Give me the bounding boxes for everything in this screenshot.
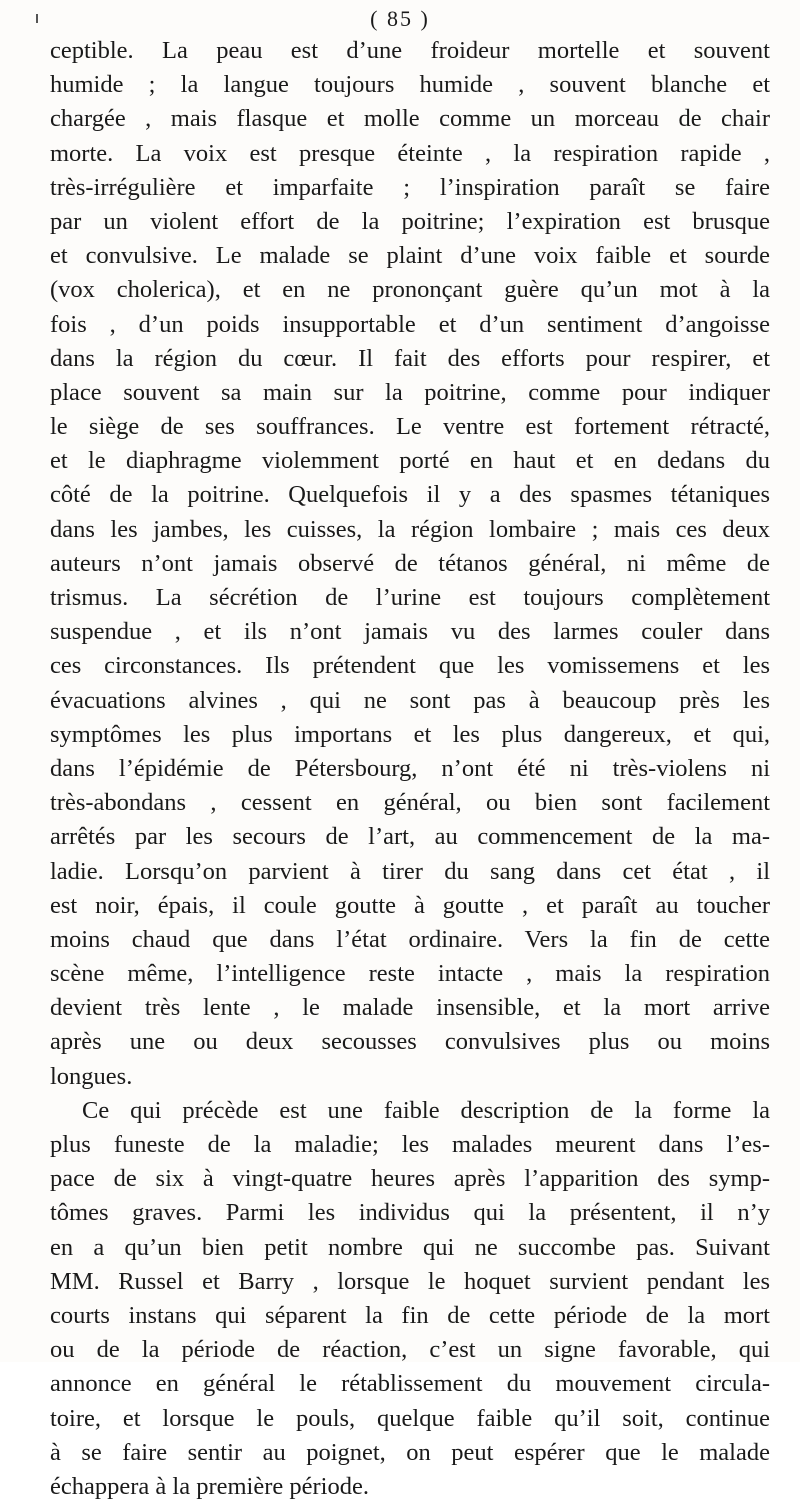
text-line: en a qu’un bien petit nombre qui ne succombe pas. Suivant [50,1233,770,1261]
text-line: dans les jambes, les cuisses, la région lombaire ; mais ces deux [50,515,770,543]
text-line: par un violent effort de la poitrine; l’expiration est brusque [50,207,770,235]
text-line: après une ou deux secousses convulsives plus ou moins [50,1028,770,1056]
text-line: dans la région du cœur. Il fait des efforts pour respirer, et [50,344,770,372]
text-line: suspendue , et ils n’ont jamais vu des larmes couler dans [50,618,770,646]
text-line: le siège de ses souffrances. Le ventre est fortement rétracté, [50,413,770,441]
body-text [50,34,770,1504]
text-line: place souvent sa main sur la poitrine, comme pour indiquer [50,378,770,406]
text-line: devient très lente , le malade insensible, et la mort arrive [50,994,770,1022]
text-line: tômes graves. Parmi les individus qui la présentent, il n’y [50,1199,770,1227]
text-line: est noir, épais, il coule goutte à goutte , et paraît au toucher [50,891,770,919]
text-line: symptômes les plus importans et les plus dangereux, et qui, [50,720,770,748]
paragraph [50,1094,770,1504]
text-line: auteurs n’ont jamais observé de tétanos général, ni même de [50,549,770,577]
text-line: et le diaphragme violemment porté en haut et en dedans du [50,447,770,475]
text-line: longues. [50,1062,133,1090]
text-line: côté de la poitrine. Quelquefois il y a des spasmes tétaniques [50,481,770,509]
text-line: plus funeste de la maladie; les malades meurent dans l’es- [50,1131,770,1158]
text-line: ceptible. La peau est d’une froideur mortelle et souvent [50,37,770,64]
text-line: arrêtés par les secours de l’art, au commencement de la ma- [50,823,770,851]
text-line: chargée , mais flasque et molle comme un morceau de chair [50,105,770,133]
text-line: Ce qui précède est une faible description de la forme la [82,1096,770,1124]
paragraph [50,34,770,1094]
text-line: moins chaud que dans l’état ordinaire. Vers la fin de cette [50,925,770,953]
text-line: à se faire sentir au poignet, on peut espérer que le malade [50,1438,770,1466]
text-line: courts instans qui séparent la fin de cette période de la mort [50,1301,770,1329]
text-line: évacuations alvines , qui ne sont pas à beaucoup près les [50,686,770,714]
text-line: fois , d’un poids insupportable et d’un sentiment d’angoisse [50,310,770,338]
text-line: et convulsive. Le malade se plaint d’une voix faible et sourde [50,242,770,270]
text-line: toire, et lorsque le pouls, quelque faible qu’il soit, continue [50,1404,770,1432]
text-line: ces circonstances. Ils prétendent que les vomissemens et les [50,652,770,680]
text-line: morte. La voix est presque éteinte , la respiration rapide , [50,139,770,167]
page-number: ( 85 ) [370,6,430,31]
text-line: très-abondans , cessent en général, ou bien sont facilement [50,789,770,817]
text-line: très-irrégulière et imparfaite ; l’inspiration paraît se faire [50,173,770,201]
text-line: dans l’épidémie de Pétersbourg, n’ont été ni très-violens ni [50,754,770,782]
text-line: annonce en général le rétablissement du mouvement circula- [50,1370,770,1398]
text-line: échappera à la première période. [50,1472,369,1500]
text-line: ladie. Lorsqu’on parvient à tirer du sang dans cet état , il [50,857,770,885]
text-line: MM. Russel et Barry , lorsque le hoquet survient pendant les [50,1267,770,1295]
text-line: trismus. La sécrétion de l’urine est toujours complètement [50,584,770,611]
text-line: (vox cholerica), et en ne prononçant guère qu’un mot à la [50,276,770,304]
text-line: ou de la période de réaction, c’est un signe favorable, qui [50,1336,770,1364]
text-line: pace de six à vingt-quatre heures après l’apparition des symp- [50,1165,770,1193]
text-line: humide ; la langue toujours humide , souvent blanche et [50,71,770,99]
text-line: scène même, l’intelligence reste intacte , mais la respiration [50,960,770,988]
